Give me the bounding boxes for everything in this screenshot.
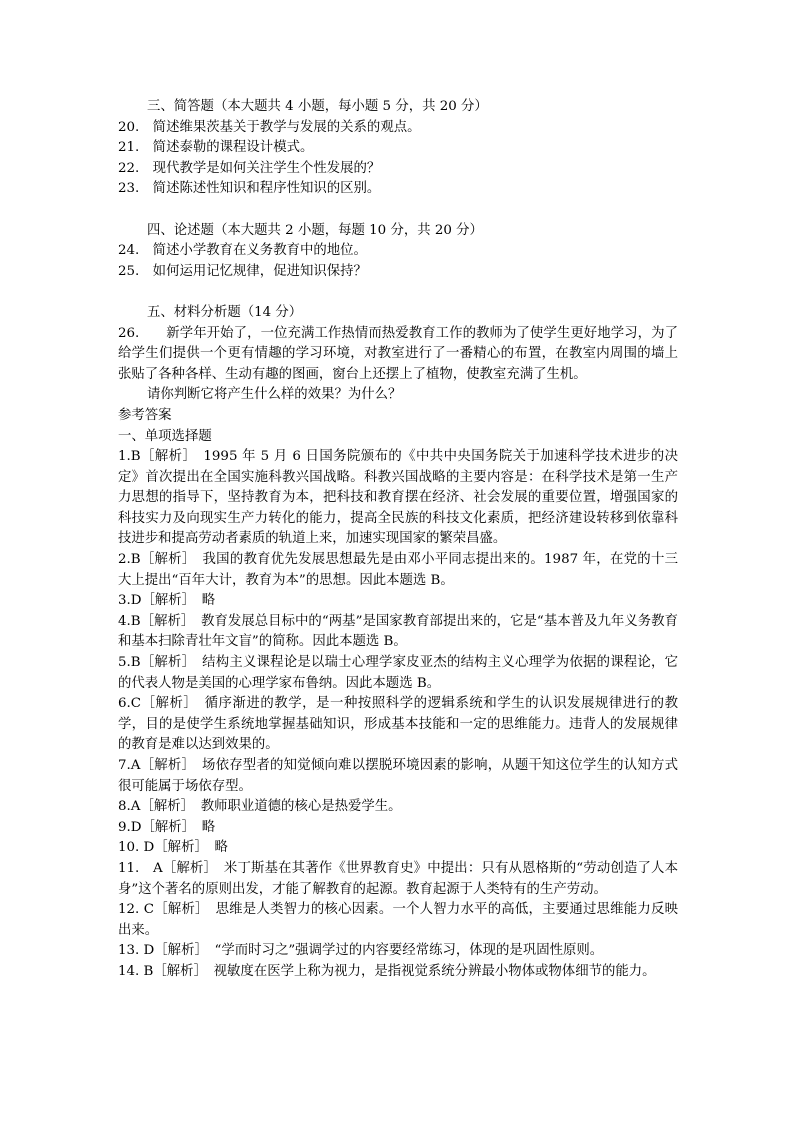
question-23: 23. 简述陈述性知识和程序性知识的区别。 bbox=[118, 181, 381, 197]
answer-12: 12. C［解析］ 思维是人类智力的核心因素。一个人智力水平的高低，主要通过思维能力反映出来。 bbox=[118, 902, 678, 938]
answer-2: 2.B［解析］ 我国的教育优先发展思想最先是由邓小平同志提出来的。1987 年，在党的十三大上提出“百年大计，教育为本”的思想。因此本题选 B。 bbox=[118, 552, 678, 588]
answer-11: 11. A［解析］ 米丁斯基在其著作《世界教育史》中提出：只有从恩格斯的“劳动创造了人本身”这个著名的原则出发，才能了解教育的起源。教育起源于人类特有的生产劳动。 bbox=[118, 860, 678, 897]
answer-14: 14. B［解析］ 视敏度在医学上称为视力，是指视觉系统分辨最小物体或物体细节的能力。 bbox=[118, 963, 656, 979]
answer-13: 13. D［解析］ “学而时习之”强调学过的内容要经常练习，体现的是巩固性原则。 bbox=[118, 943, 604, 959]
section-5-title: 五、材料分析题（14 分） bbox=[147, 304, 303, 320]
answer-7: 7.A［解析］ 场依存型者的知觉倾向难以摆脱环境因素的影响，从题干知这位学生的认知方式很可能属于场依存型。 bbox=[118, 758, 678, 794]
answer-8: 8.A［解析］ 教师职业道德的核心是热爱学生。 bbox=[118, 799, 402, 815]
answer-3: 3.D［解析］ 略 bbox=[118, 593, 216, 609]
answer-9: 9.D［解析］ 略 bbox=[118, 819, 216, 835]
spacer bbox=[118, 282, 678, 303]
answer-4: 4.B［解析］ 教育发展总目标中的“两基”是国家教育部提出来的，它是“基本普及九年义务教育和基本扫除青壮年文盲”的简称。因此本题选 B。 bbox=[118, 613, 678, 650]
answers-subheading: 一、单项选择题 bbox=[118, 428, 212, 444]
section-4-title: 四、论述题（本大题共 2 小题，每题 10 分，共 20 分） bbox=[147, 222, 483, 238]
answers-heading: 参考答案 bbox=[118, 407, 172, 423]
question-26-text: 26. 新学年开始了，一位充满工作热情而热爱教育工作的教师为了使学生更好地学习，为了给学生们提供一个更有情趣的学习环境，对教室进行了一番精心的布置，在教室内周围的墙上张贴了各种各样、生动有趣的图画，窗台上还摆上了植物，使教室充满了生机。 bbox=[118, 325, 678, 382]
section-3-title: 三、简答题（本大题共 4 小题，每小题 5 分，共 20 分） bbox=[147, 99, 488, 114]
question-22: 22. 现代教学是如何关注学生个性发展的？ bbox=[118, 160, 381, 176]
answer-5: 5.B［解析］ 结构主义课程论是以瑞士心理学家皮亚杰的结构主义心理学为依据的课程论，它的代表人物是美国的心理学家布鲁纳。因此本题选 B。 bbox=[118, 655, 678, 691]
question-24: 24. 简述小学教育在义务教育中的地位。 bbox=[118, 243, 367, 259]
question-21: 21. 简述泰勒的课程设计模式。 bbox=[118, 140, 314, 156]
answer-6: 6.C［解析］ 循序渐进的教学，是一种按照科学的逻辑系统和学生的认识发展规律进行的教学，目的是使学生系统地掌握基础知识，形成基本技能和一定的思维能力。违背人的发展规律的教育是难以达到效果的。 bbox=[118, 696, 678, 753]
document-page bbox=[118, 97, 678, 983]
spacer bbox=[118, 200, 678, 221]
question-26-prompt: 请你判断它将产生什么样的效果？为什么？ bbox=[147, 387, 402, 403]
question-25: 25. 如何运用记忆规律，促进知识保持？ bbox=[118, 263, 367, 279]
answer-10: 10. D［解析］ 略 bbox=[118, 840, 228, 856]
answer-1: 1.B［解析］ 1995 年 5 月 6 日国务院颁布的《中共中央国务院关于加速科学技术进步的决定》首次提出在全国实施科教兴国战略。科教兴国战略的主要内容是：在科学技术是第一生产力思想的指导下，坚持教育为本，把科技和教育摆在经济、社会发展的重要位置，增强国家的科技实力及向现实生产力转化的能力，提高全民族的科技文化素质，把经济建设转移到依靠科技进步和提高劳动者素质的轨道上来，加速实现国家的繁荣昌盛。 bbox=[118, 449, 678, 547]
question-20: 20. 简述维果茨基关于教学与发展的关系的观点。 bbox=[118, 119, 421, 135]
